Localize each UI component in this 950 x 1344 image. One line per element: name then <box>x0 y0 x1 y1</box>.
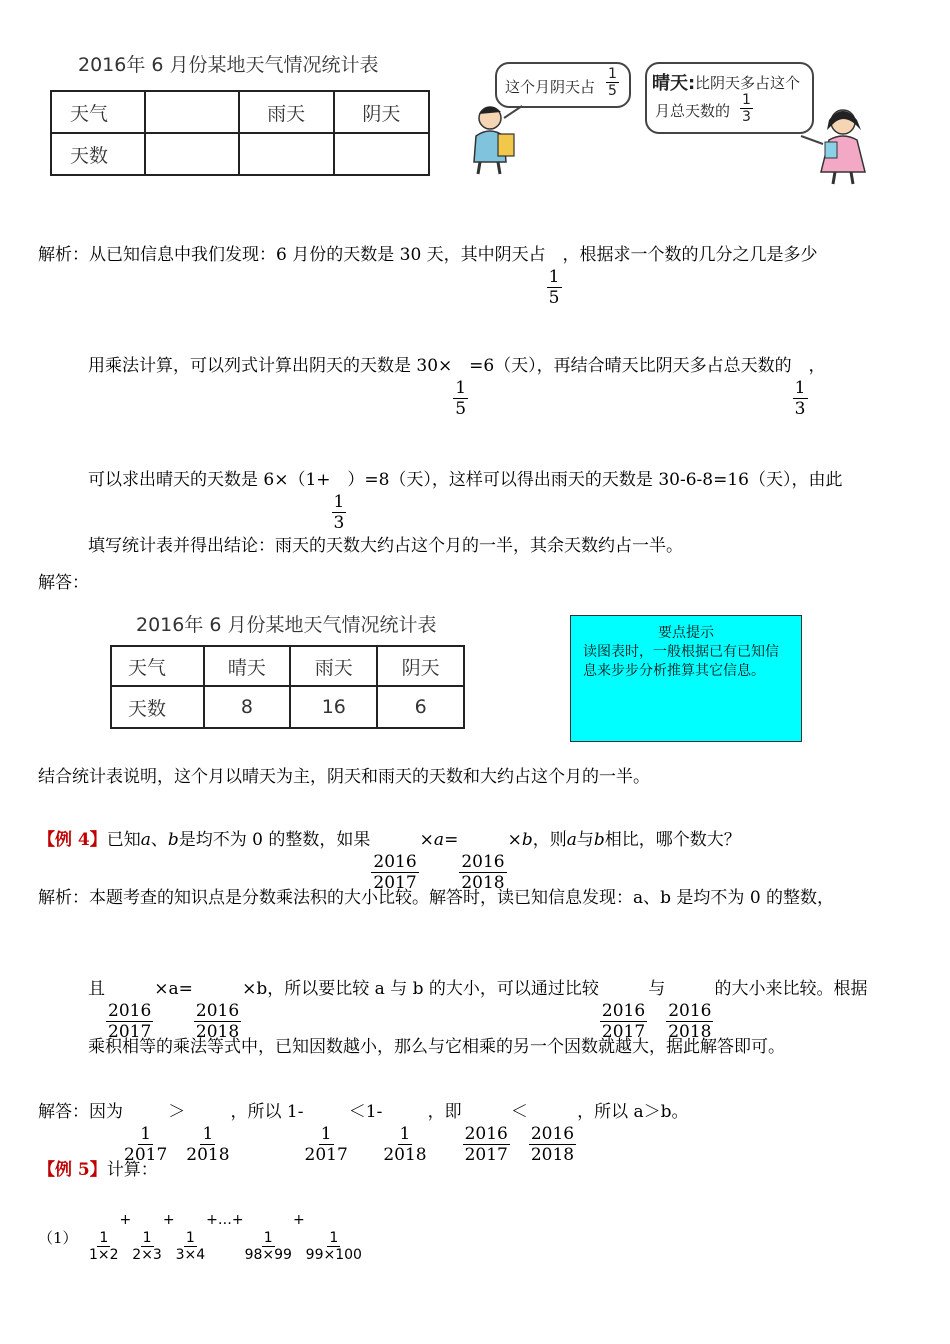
fraction: $\frac{1}{98\times 99}$ <box>244 1230 292 1263</box>
example4-answer: 解答：因为 $\frac{1}{2017}$ ＞ $\frac{1}{2018}$ ，所以 1- $\frac{1}{2017}$ ＜1- $\frac{1}{2018}$ ，即 $\frac{2016}{2017}$ ＜ $\frac{2016}{2018}$ ，所以 a＞b。 <box>38 1102 689 1165</box>
analysis1-line3: 可以求出晴天的天数是 6×（1+ $\frac{1}{3}$ ）=8（天），这样可以得出雨天的天数是 30-6-8=16（天），由此 <box>88 470 843 533</box>
table-cell <box>334 133 429 175</box>
fraction: $\frac{1}{2017}$ <box>304 1124 348 1165</box>
fraction: $\frac{1}{3}$ <box>333 492 345 533</box>
fraction: $\frac{1}{1\times 2}$ <box>89 1230 119 1263</box>
table-cell <box>145 133 238 175</box>
example5-series: $\frac{1}{1\times 2}$ + $\frac{1}{2\times 3}$ + $\frac{1}{3\times 4}$ +…+ $\frac{1}{98\times 99}$ + $\frac{1}{99\times 100}$ <box>89 1212 362 1263</box>
fraction: $\frac{1}{2018}$ <box>186 1124 230 1165</box>
table-cell: 雨天 <box>290 646 377 686</box>
table-cell: 阴天 <box>377 646 464 686</box>
analysis4-line3: 乘积相等的乘法等式中，已知因数越小，那么与它相乘的另一个因数就越大，据此解答即可。 <box>88 1037 785 1057</box>
girl-bubble-lead: 晴天: <box>652 73 696 94</box>
table-cell: 天气 <box>111 646 204 686</box>
fraction: $\frac{1}{99\times 100}$ <box>305 1230 362 1263</box>
analysis1-line1: 解析：从已知信息中我们发现：6 月份的天数是 30 天，其中阴天占 $\frac{1}{5}$ ，根据求一个数的几分之几是多少 <box>38 245 818 308</box>
example4-question: 【例 4】已知a、b是均不为 0 的整数，如果 $\frac{2016}{2017}$ ×a= $\frac{2016}{2018}$ ×b，则a与b相比，哪个数大？ <box>38 830 741 893</box>
fraction: $\frac{2016}{2017}$ <box>601 1001 646 1042</box>
fraction: $\frac{1}{3}$ <box>794 378 806 419</box>
table-cell: 6 <box>377 686 464 728</box>
girl-illustration <box>795 100 875 185</box>
fraction: $\frac{2016}{2017}$ <box>108 1001 152 1042</box>
analysis4-line1: 解析：本题考查的知识点是分数乘法积的大小比较。解答时，读已知信息发现：a、b 是均不为 0 的整数， <box>38 888 835 908</box>
fraction: $\frac{1}{2\times 3}$ <box>132 1230 162 1263</box>
boy-illustration <box>462 96 532 176</box>
table-cell <box>239 133 334 175</box>
fraction: $\frac{2016}{2018}$ <box>461 852 505 893</box>
conclusion-text: 结合统计表说明，这个月以晴天为主，阴天和雨天的天数和大约占这个月的一半。 <box>38 767 650 787</box>
fraction: $\frac{1}{2018}$ <box>383 1124 427 1165</box>
tip-title: 要点提示 <box>658 625 714 641</box>
table-cell: 雨天 <box>239 91 334 133</box>
fraction: $\frac{2016}{2017}$ <box>373 852 417 893</box>
example5-item1-label: （1） <box>38 1229 78 1247</box>
analysis4-line2: 且 $\frac{2016}{2017}$ ×a= $\frac{2016}{2018}$ ×b，所以要比较 a 与 b 的大小，可以通过比较 $\frac{2016}{2017}$ 与 $\frac{2016}{2018}$ 的大小来比较。根据 <box>88 979 868 1042</box>
fraction: $\frac{2016}{2017}$ <box>464 1124 508 1165</box>
boy-bubble-text: 这个月阴天占 <box>505 78 596 96</box>
table-cell <box>145 91 238 133</box>
table1-title: 2016年 6 月份某地天气情况统计表 <box>78 54 379 76</box>
fraction: $\frac{1}{2017}$ <box>124 1124 168 1165</box>
table-cell: 8 <box>204 686 291 728</box>
boy-bubble-fraction: 1 5 <box>608 66 617 99</box>
answer-label: 解答： <box>38 573 89 593</box>
analysis1-line4: 填写统计表并得出结论：雨天的天数大约占这个月的一半，其余天数约占一半。 <box>88 536 683 556</box>
girl-bubble-text1: 比阴天多占这个 <box>695 74 801 92</box>
fraction: $\frac{1}{5}$ <box>455 378 467 419</box>
fraction: $\frac{1}{5}$ <box>548 267 560 308</box>
example4-label: 【例 4】 <box>38 830 107 850</box>
fraction: $\frac{2016}{2018}$ <box>530 1124 575 1165</box>
tip-body: 读图表时，一般根据已有已知信息来步步分析推算其它信息。 <box>583 644 779 679</box>
girl-bubble-fraction: 1 3 <box>742 92 751 125</box>
table-cell: 天气 <box>51 91 145 133</box>
weather-table-answer <box>110 645 465 729</box>
table2-title: 2016年 6 月份某地天气情况统计表 <box>136 614 437 636</box>
table-cell: 天数 <box>51 133 145 175</box>
girl-bubble-text2: 月总天数的 <box>655 102 731 120</box>
weather-table-question <box>50 90 430 176</box>
fraction: $\frac{1}{3\times 4}$ <box>175 1230 206 1263</box>
analysis1-line2: 用乘法计算，可以列式计算出阴天的天数是 30× $\frac{1}{5}$ =6（天），再结合晴天比阴天多占总天数的 $\frac{1}{3}$ ， <box>88 356 826 419</box>
girl-speech-bubble <box>645 62 814 134</box>
table-cell: 16 <box>290 686 377 728</box>
fraction: $\frac{2016}{2018}$ <box>195 1001 240 1042</box>
example5-label: 【例 5】 <box>38 1160 107 1180</box>
table-cell: 晴天 <box>204 646 291 686</box>
key-point-tip-box <box>570 615 802 742</box>
table-cell: 天数 <box>111 686 204 728</box>
table-cell: 阴天 <box>334 91 429 133</box>
fraction: $\frac{2016}{2018}$ <box>668 1001 712 1042</box>
example5-heading: 【例 5】计算： <box>38 1160 158 1180</box>
